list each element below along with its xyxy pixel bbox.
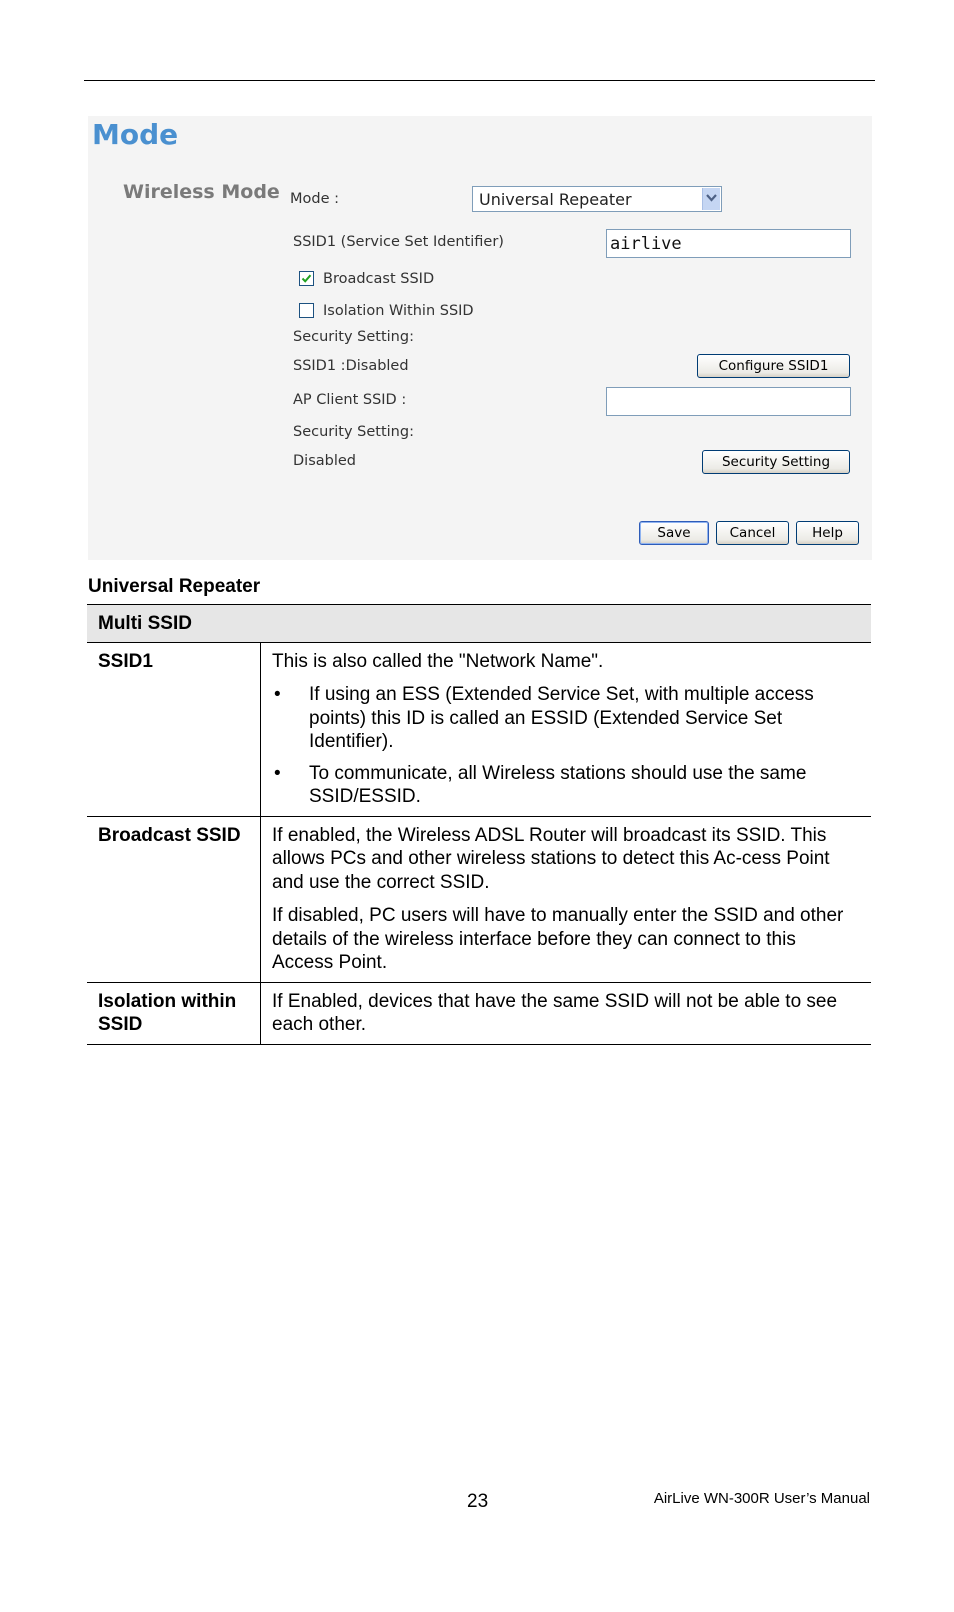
section-title: Wireless Mode <box>123 181 280 203</box>
list-item-text: If using an ESS (Extended Service Set, with multiple access points) this ID is called an ESSID (Extended Service Set Identifier). <box>309 684 814 752</box>
figure-caption: Universal Repeater <box>88 576 261 597</box>
mode-select-dropdown-button[interactable] <box>702 188 720 210</box>
page-number: 23 <box>467 1491 489 1512</box>
manual-title: AirLive WN-300R User’s Manual <box>653 1490 870 1507</box>
row-term: Isolation within SSID <box>87 982 261 1044</box>
page-title: Mode <box>92 118 179 151</box>
ap-client-ssid-input[interactable] <box>607 388 850 415</box>
description-paragraph: This is also called the "Network Name". <box>272 650 604 672</box>
description-list <box>272 683 861 809</box>
row-term: SSID1 <box>87 642 261 816</box>
broadcast-ssid-label: Broadcast SSID <box>323 271 435 287</box>
router-mode-screenshot <box>88 116 872 560</box>
ap-client-ssid-input-box <box>606 387 851 416</box>
mode-label: Mode : <box>290 191 340 207</box>
broadcast-ssid-checkbox[interactable] <box>299 271 314 286</box>
multi-ssid-table <box>87 604 871 1045</box>
ap-client-security-setting-label: Security Setting: <box>293 424 414 440</box>
isolation-within-ssid-checkbox[interactable] <box>299 303 314 318</box>
save-button[interactable]: Save <box>639 521 709 545</box>
ssid1-input-box <box>606 229 851 258</box>
cancel-button[interactable]: Cancel <box>716 521 789 545</box>
isolation-within-ssid-label: Isolation Within SSID <box>323 303 474 319</box>
list-item-text: To communicate, all Wireless stations should use the same SSID/ESSID. <box>309 762 807 807</box>
top-rule <box>84 80 875 81</box>
mode-select-value: Universal Repeater <box>479 190 632 209</box>
table-header-row <box>87 605 871 643</box>
ap-client-security-status: Disabled <box>293 453 356 469</box>
bullet-icon: • <box>274 762 281 784</box>
configure-ssid1-button[interactable]: Configure SSID1 <box>697 354 850 378</box>
ap-client-ssid-label: AP Client SSID : <box>293 392 407 408</box>
row-description <box>261 816 872 982</box>
ssid1-input[interactable] <box>607 230 850 257</box>
table-row <box>87 982 871 1044</box>
row-description <box>261 982 872 1044</box>
list-item <box>272 762 861 809</box>
description-paragraph: If enabled, the Wireless ADSL Router will broadcast its SSID. This allows PCs and other wireless stations to detect this Ac-cess Point and use the correct SSID. <box>272 824 830 893</box>
row-description <box>261 642 872 816</box>
check-icon <box>301 273 312 284</box>
chevron-down-icon <box>706 193 717 203</box>
description-paragraph: If Enabled, devices that have the same SSID will not be able to see each other. <box>272 990 838 1035</box>
row-term: Broadcast SSID <box>87 816 261 982</box>
table-header: Multi SSID <box>87 605 871 643</box>
ssid1-security-setting-label: Security Setting: <box>293 329 414 345</box>
list-item <box>272 683 861 754</box>
table-row <box>87 642 871 816</box>
mode-select[interactable] <box>472 186 722 212</box>
description-paragraph: If disabled, PC users will have to manually enter the SSID and other details of the wireless interface before they can connect to this Access Point. <box>272 905 844 973</box>
ssid1-label: SSID1 (Service Set Identifier) <box>293 234 504 250</box>
security-setting-button[interactable]: Security Setting <box>702 450 850 474</box>
table-row <box>87 816 871 982</box>
help-button[interactable]: Help <box>796 521 859 545</box>
bullet-icon: • <box>274 684 281 705</box>
ssid1-security-status: SSID1 :Disabled <box>293 358 409 374</box>
